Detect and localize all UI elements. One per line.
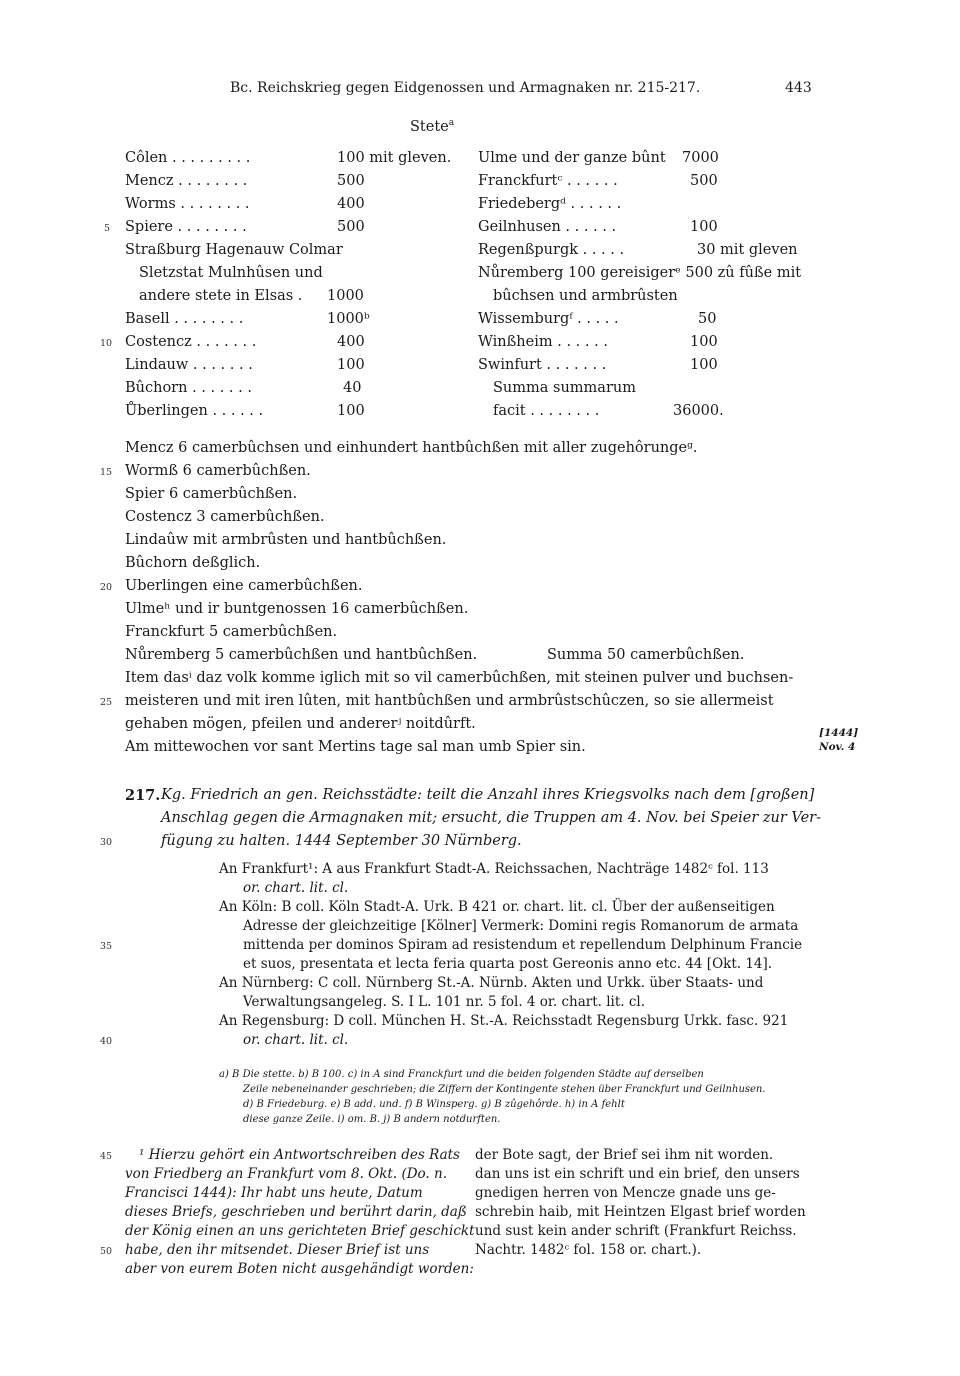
apparatus-line: a) B Die stette. b) B 100. c) in A sind Franckfurt und die beiden folgenden Städte auf derselben xyxy=(219,1069,704,1080)
footnote-line: der Bote sagt, der Brief sei ihm nit worden. xyxy=(475,1147,774,1163)
footnote-line: und sust kein ander schrift (Frankfurt Reichss. xyxy=(475,1223,797,1239)
artillery-line: Uberlingen eine camerbûchßen. xyxy=(125,578,363,594)
contingent-value: 100 mit gleven. xyxy=(337,150,452,166)
contingent-name: Côlen . . . . . . . . . xyxy=(125,150,251,166)
contingent-value: 100 xyxy=(690,219,718,235)
contingent-value: 100 xyxy=(337,403,365,419)
artillery-line: Spier 6 camerbûchßen. xyxy=(125,486,298,502)
source-line: et suos, presentata et lecta feria quarta post Gereonis anno etc. 44 [Okt. 14]. xyxy=(243,956,773,972)
contingents-heading-text: Stete xyxy=(410,118,449,135)
artillery-line: Franckfurt 5 camerbûchßen. xyxy=(125,624,338,640)
footnote-line: von Friedberg an Frankfurt vom 8. Okt. (Do. n. xyxy=(125,1166,447,1182)
footnote-line: ¹ Hierzu gehört ein Antwortschreiben des Rats xyxy=(139,1147,460,1163)
item-line: Item dasⁱ daz volk komme iglich mit so vil camerbûchßen, mit steinen pulver und buchsen- xyxy=(125,670,794,686)
contingent-value: 100 xyxy=(337,357,365,373)
contingent-value: 1000ᵇ xyxy=(327,311,370,327)
source-line: or. chart. lit. cl. xyxy=(243,880,349,896)
contingent-name: andere stete in Elsas . xyxy=(139,288,303,304)
contingent-value: 1000 xyxy=(327,288,364,304)
contingent-value: 30 mit gleven xyxy=(697,242,798,258)
line-number: 25 xyxy=(100,697,113,708)
running-title: Bc. Reichskrieg gegen Eidgenossen und Armagnaken nr. 215-217. xyxy=(230,80,701,96)
contingent-name: Lindauw . . . . . . . xyxy=(125,357,253,373)
source-line: Adresse der gleichzeitige [Kölner] Vermerk: Domini regis Romanorum de armata xyxy=(243,918,799,934)
regest-line: fügung zu halten. 1444 September 30 Nürnberg. xyxy=(161,833,522,849)
artillery-line: Lindaûw mit armbrûsten und hantbûchßen. xyxy=(125,532,447,548)
contingent-name: Friedebergᵈ . . . . . . xyxy=(478,196,622,212)
heading-footnote-mark: a xyxy=(448,118,455,128)
contingent-name: Sletzstat Mulnhûsen und xyxy=(139,265,323,281)
contingent-name: facit . . . . . . . . xyxy=(493,403,600,419)
source-line: Verwaltungsangeleg. S. I L. 101 nr. 5 fol. 4 or. chart. lit. cl. xyxy=(243,994,646,1010)
footnote-line: aber von eurem Boten nicht ausgehändigt worden: xyxy=(125,1261,474,1277)
item-line: gehaben mögen, pfeilen und andererʲ noitdûrft. xyxy=(125,716,476,732)
artillery-line: Ulmeʰ und ir buntgenossen 16 camerbûchßen. xyxy=(125,601,469,617)
margin-date-day: Nov. 4 xyxy=(819,741,856,753)
contingent-value: 7000 xyxy=(682,150,719,166)
margin-date-year: [1444] xyxy=(819,727,859,739)
contingent-value: 500 xyxy=(337,219,365,235)
source-line: An Köln: B coll. Köln Stadt-A. Urk. B 421 or. chart. lit. cl. Über der außenseitigen xyxy=(219,899,775,915)
footnote-line: habe, den ihr mitsendet. Dieser Brief ist uns xyxy=(125,1242,430,1258)
contingent-name: Bûchorn . . . . . . . xyxy=(125,380,252,396)
apparatus-line: diese ganze Zeile. i) om. B. j) B andern notdurften. xyxy=(243,1114,501,1125)
contingent-value: 100 xyxy=(690,357,718,373)
entry-number: 217. xyxy=(125,787,161,804)
item-line: meisteren und mit iren lûten, mit hantbûchßen und armbrûstschûczen, so sie allermeist xyxy=(125,693,774,709)
contingent-value: 100 xyxy=(690,334,718,350)
footnote-line: dan uns ist ein schrift und ein brief, den unsers xyxy=(475,1166,800,1182)
contingent-name: Winßheim . . . . . . xyxy=(478,334,608,350)
source-line: or. chart. lit. cl. xyxy=(243,1032,349,1048)
source-line: An Frankfurt¹: A aus Frankfurt Stadt-A. Reichssachen, Nachträge 1482ᶜ fol. 113 xyxy=(219,861,769,877)
line-number: 5 xyxy=(104,223,111,234)
contingent-name: Costencz . . . . . . . xyxy=(125,334,257,350)
apparatus-line: d) B Friedeburg. e) B add. und. f) B Winsperg. g) B zûgehôrde. h) in A fehlt xyxy=(243,1099,625,1110)
contingent-name: Ulme und der ganze bûnt xyxy=(478,150,666,166)
line-number: 15 xyxy=(100,467,113,478)
contingent-name: Worms . . . . . . . . xyxy=(125,196,250,212)
line-number: 50 xyxy=(100,1246,113,1257)
contingent-name: Wissemburgᶠ . . . . . xyxy=(478,311,619,327)
contingent-name: Swinfurt . . . . . . . xyxy=(478,357,607,373)
source-line: An Regensburg: D coll. München H. St.-A. Reichsstadt Regensburg Urkk. fasc. 921 xyxy=(219,1013,789,1029)
page-number: 443 xyxy=(785,80,812,96)
line-number: 10 xyxy=(100,338,113,349)
artillery-line: Costencz 3 camerbûchßen. xyxy=(125,509,325,525)
contingent-name: Nůremberg 100 gereisigerᵉ 500 zû fûße mit xyxy=(478,265,802,281)
contingent-value: 36000. xyxy=(673,403,724,419)
contingent-value: 400 xyxy=(337,196,365,212)
contingent-name: bûchsen und armbrûsten xyxy=(493,288,678,304)
contingent-name: Regenßpurgk . . . . . xyxy=(478,242,625,258)
footnote-line: Nachtr. 1482ᶜ fol. 158 or. chart.). xyxy=(475,1242,702,1258)
regest-line: Anschlag gegen die Armagnaken mit; ersucht, die Truppen am 4. Nov. bei Speier zur Ver- xyxy=(161,810,821,826)
line-number: 40 xyxy=(100,1036,113,1047)
contingent-name: Ůberlingen . . . . . . xyxy=(125,403,264,419)
contingent-value: 40 xyxy=(343,380,362,396)
source-line: mittenda per dominos Spiram ad resistendum et repellendum Delphinum Francie xyxy=(243,937,803,953)
source-line: An Nürnberg: C coll. Nürnberg St.-A. Nürnb. Akten und Urkk. über Staats- und xyxy=(219,975,764,991)
footnote-line: dieses Briefs, geschrieben und berührt darin, daß xyxy=(125,1204,467,1220)
line-number: 30 xyxy=(100,837,113,848)
artillery-line: Bûchorn deßglich. xyxy=(125,555,261,571)
footnote-line: der König einen an uns gerichteten Brief geschickt xyxy=(125,1223,475,1239)
contingent-name: Spiere . . . . . . . . xyxy=(125,219,247,235)
contingent-value: 50 xyxy=(698,311,717,327)
contingent-value: 500 xyxy=(337,173,365,189)
line-number: 35 xyxy=(100,941,113,952)
contingent-name: Geilnhusen . . . . . . xyxy=(478,219,617,235)
regest-line: Kg. Friedrich an gen. Reichsstädte: teilt die Anzahl ihres Kriegsvolks nach dem [großen] xyxy=(161,787,815,803)
summa-line: Summa 50 camerbûchßen. xyxy=(547,647,745,663)
contingent-name: Summa summarum xyxy=(493,380,636,396)
apparatus-line: Zeile nebeneinander geschrieben; die Ziffern der Kontingente stehen über Franckfurt und Geilnhusen. xyxy=(243,1084,766,1095)
contingent-value: 400 xyxy=(337,334,365,350)
artillery-line: Nůremberg 5 camerbûchßen und hantbûchßen. xyxy=(125,647,478,663)
line-number: 20 xyxy=(100,582,113,593)
contingent-name: Straßburg Hagenauw Colmar xyxy=(125,242,343,258)
contingent-name: Basell . . . . . . . . xyxy=(125,311,244,327)
contingent-value: 500 xyxy=(690,173,718,189)
contingents-heading xyxy=(410,118,454,135)
closing-line: Am mittewochen vor sant Mertins tage sal man umb Spier sin. xyxy=(125,739,586,755)
contingent-name: Mencz . . . . . . . . xyxy=(125,173,248,189)
footnote-line: Francisci 1444): Ihr habt uns heute, Datum xyxy=(125,1185,423,1201)
footnote-line: gnedigen herren von Mencze gnade uns ge- xyxy=(475,1185,776,1201)
footnote-line: schrebin haib, mit Heintzen Elgast brief worden xyxy=(475,1204,806,1220)
contingent-name: Franckfurtᶜ . . . . . . xyxy=(478,173,618,189)
artillery-line: Mencz 6 camerbûchsen und einhundert hantbûchßen mit aller zugehôrungeᵍ. xyxy=(125,440,698,456)
artillery-line: Wormß 6 camerbûchßen. xyxy=(125,463,311,479)
line-number: 45 xyxy=(100,1151,113,1162)
